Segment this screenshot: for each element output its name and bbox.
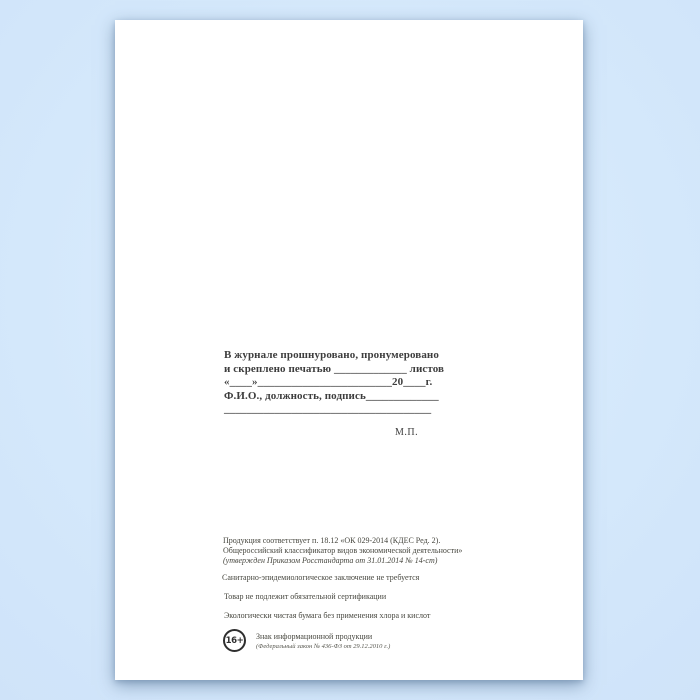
binding-record-line: и скреплено печатью _____________ листов [224, 362, 445, 375]
standard-line: Общероссийский классификатор видов экономической деятельности» [223, 546, 463, 555]
standard-line-approved: (утвержден Приказом Росстандарта от 31.01.2014 № 14-ст) [223, 556, 438, 565]
binding-record-line: «____»________________________20____г. [224, 376, 433, 388]
information-sign-law: (Федеральный закон № 436-ФЗ от 29.12.2010 г.) [256, 643, 391, 650]
certification-note: Товар не подлежит обязательной сертификации [224, 592, 387, 601]
binding-record-block [224, 349, 444, 417]
seal-placeholder: М.П. [395, 427, 419, 438]
eco-paper-note: Экологически чистая бумага без применения хлора и кислот [224, 611, 431, 620]
journal-back-page [115, 20, 583, 680]
age-rating-icon [223, 629, 246, 652]
sanitary-note: Санитарно-эпидемиологическое заключение не требуется [222, 573, 420, 582]
information-sign-title: Знак информационной продукции [256, 632, 373, 641]
binding-record-line: Ф.И.О., должность, подпись_____________ [224, 389, 439, 402]
age-rating-label: 16+ [225, 635, 244, 646]
standard-line: Продукция соответствует п. 18.12 «ОК 029-2014 (КДЕС Ред. 2). [223, 536, 441, 545]
binding-record-line: В журнале прошнуровано, пронумеровано [224, 349, 439, 361]
binding-record-line: _____________________________________ [224, 403, 432, 415]
product-standard-paragraph [223, 536, 462, 566]
